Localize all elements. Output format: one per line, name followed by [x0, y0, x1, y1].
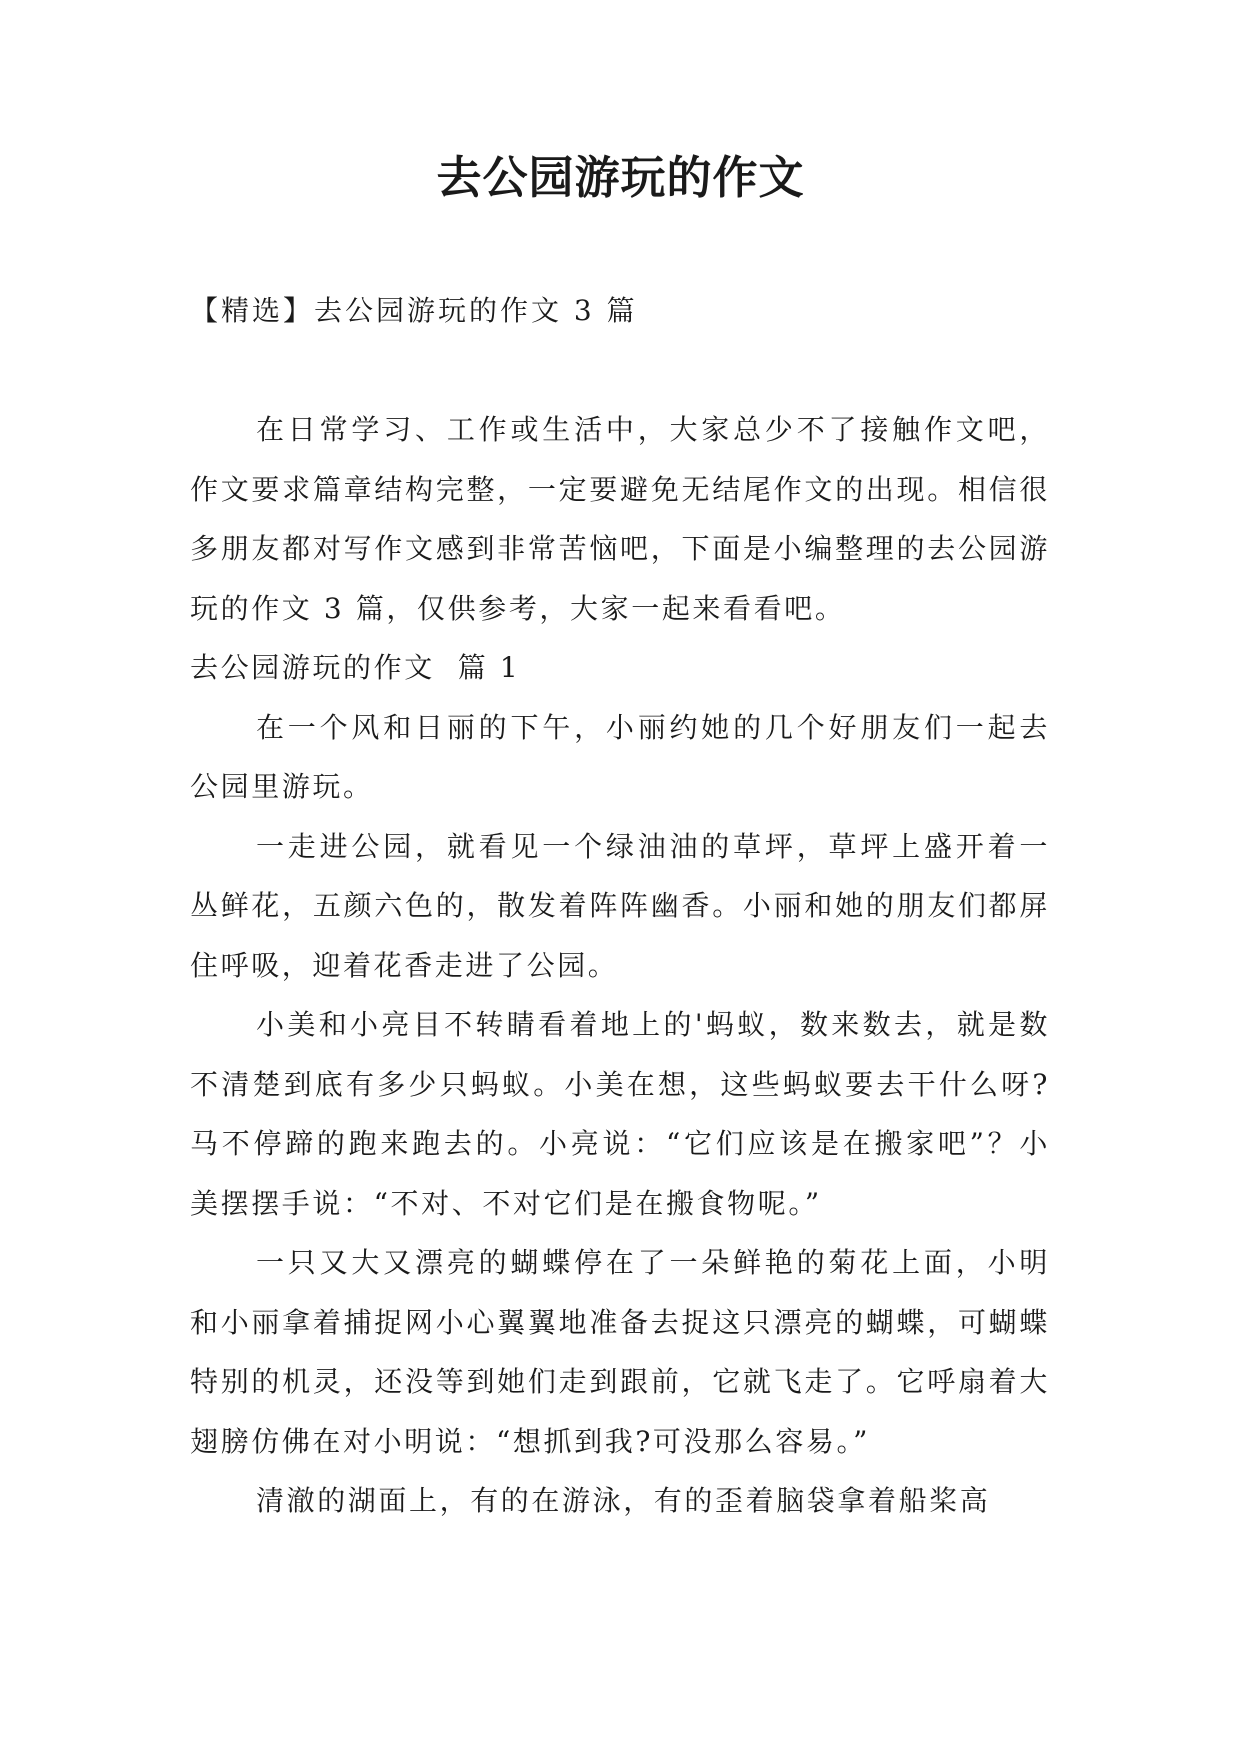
document-title: 去公园游玩的作文: [436, 151, 805, 204]
section-heading: 去公园游玩的作文 篇 1: [190, 651, 521, 684]
body-paragraph: 小美和小亮目不转睛看着地上的'蚂蚁，数来数去，就是数不清楚到底有多少只蚂蚁。小美在想，这些蚂蚁要去干什么呀?马不停蹄的跑来跑去的。小亮说：“它们应该是在搬家吧”？小美摆摆手说：“不对、不对它们是在搬食物呢。”: [190, 1008, 1050, 1220]
intro-paragraph: 在日常学习、工作或生活中，大家总少不了接触作文吧，作文要求篇章结构完整，一定要避免无结尾作文的出现。相信很多朋友都对写作文感到非常苦恼吧，下面是小编整理的去公园游玩的作文 3 篇，仅供参考，大家一起来看看吧。: [190, 413, 1050, 625]
document-subtitle: 【精选】去公园游玩的作文 3 篇: [190, 294, 638, 327]
body-paragraph: 清澈的湖面上，有的在游泳，有的歪着脑袋拿着船桨高: [256, 1484, 991, 1517]
body-paragraph: 一只又大又漂亮的蝴蝶停在了一朵鲜艳的菊花上面，小明和小丽拿着捕捉网小心翼翼地准备去捉这只漂亮的蝴蝶，可蝴蝶特别的机灵，还没等到她们走到跟前，它就飞走了。它呼扇着大翅膀仿佛在对小明说：“想抓到我?可没那么容易。”: [190, 1246, 1050, 1458]
document-body: [190, 400, 1050, 1531]
body-paragraph: 在一个风和日丽的下午，小丽约她的几个好朋友们一起去公园里游玩。: [190, 710, 1050, 803]
body-paragraph: 一走进公园，就看见一个绿油油的草坪，草坪上盛开着一丛鲜花，五颜六色的，散发着阵阵幽香。小丽和她的朋友们都屏住呼吸，迎着花香走进了公园。: [190, 829, 1050, 982]
